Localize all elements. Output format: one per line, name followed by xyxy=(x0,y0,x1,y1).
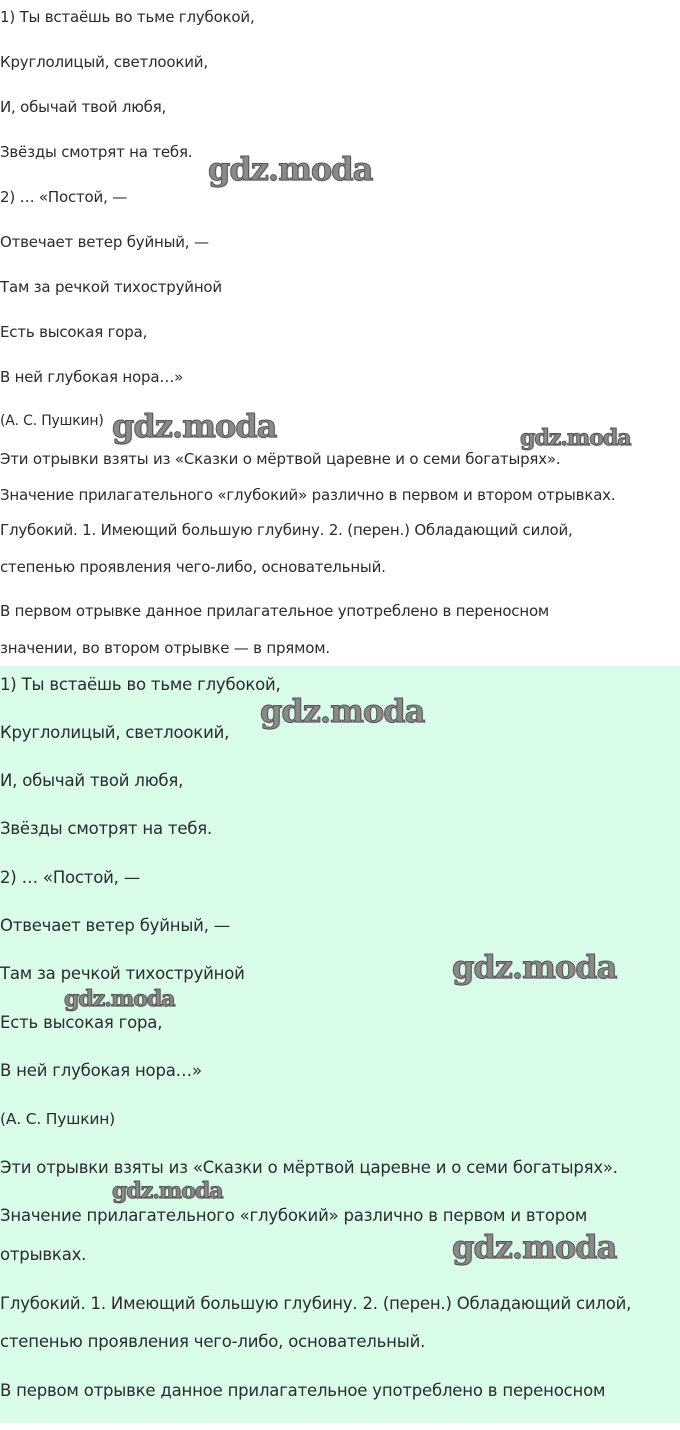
poem-line: 1) Ты встаёшь во тьме глубокой, xyxy=(0,8,255,26)
watermark-logo: gdz.moda xyxy=(260,692,425,730)
poem-line: Есть высокая гора, xyxy=(0,323,148,341)
paragraph-line: В первом отрывке данное прилагательное употреблено в переносном xyxy=(0,602,550,620)
paragraph-line: степенью проявления чего-либо, основательный. xyxy=(0,1332,426,1351)
watermark-logo: gdz.moda xyxy=(520,425,631,451)
poem-line: Отвечает ветер буйный, — xyxy=(0,916,231,935)
poem-line: Звёзды смотрят на тебя. xyxy=(0,819,213,838)
poem-line: В ней глубокая нора…» xyxy=(0,368,184,386)
poem-line: 1) Ты встаёшь во тьме глубокой, xyxy=(0,675,281,694)
paragraph-line: Значение прилагательного «глубокий» различно в первом и втором отрывках. xyxy=(0,486,616,504)
paragraph-line: Эти отрывки взяты из «Сказки о мёртвой царевне и о семи богатырях». xyxy=(0,450,561,468)
poem-line: Там за речкой тихоструйной xyxy=(0,964,245,983)
paragraph-line: Глубокий. 1. Имеющий большую глубину. 2. (перен.) Обладающий силой, xyxy=(0,521,573,539)
watermark-logo: gdz.moda xyxy=(112,1178,223,1204)
poem-line: Звёзды смотрят на тебя. xyxy=(0,143,193,161)
watermark-logo: gdz.moda xyxy=(64,986,175,1012)
paragraph-line: Эти отрывки взяты из «Сказки о мёртвой царевне и о семи богатырях». xyxy=(0,1158,618,1177)
answer-text-section-2 xyxy=(0,666,680,1423)
author-credit: (А. С. Пушкин) xyxy=(0,1110,116,1128)
paragraph-line: степенью проявления чего-либо, основательный. xyxy=(0,558,386,576)
poem-line: 2) … «Постой, — xyxy=(0,188,128,206)
watermark-logo: gdz.moda xyxy=(452,1228,617,1266)
poem-line: Отвечает ветер буйный, — xyxy=(0,233,209,251)
poem-line: 2) … «Постой, — xyxy=(0,868,141,887)
paragraph-line: отрывках. xyxy=(0,1245,87,1264)
poem-line: Круглолицый, светлоокий, xyxy=(0,53,208,71)
answer-text-section-1 xyxy=(0,0,680,666)
paragraph-line: В первом отрывке данное прилагательное употреблено в переносном xyxy=(0,1381,606,1400)
watermark-logo: gdz.moda xyxy=(208,150,373,188)
watermark-logo: gdz.moda xyxy=(452,948,617,986)
paragraph-line: значении, во втором отрывке — в прямом. xyxy=(0,639,330,657)
poem-line: И, обычай твой любя, xyxy=(0,98,167,116)
poem-line: Круглолицый, светлоокий, xyxy=(0,723,230,742)
paragraph-line: Значение прилагательного «глубокий» различно в первом и втором xyxy=(0,1206,588,1225)
watermark-logo: gdz.moda xyxy=(112,407,277,445)
author-credit: (А. С. Пушкин) xyxy=(0,413,104,429)
poem-line: И, обычай твой любя, xyxy=(0,771,184,790)
paragraph-line: Глубокий. 1. Имеющий большую глубину. 2. (перен.) Обладающий силой, xyxy=(0,1294,632,1313)
poem-line: В ней глубокая нора…» xyxy=(0,1061,202,1080)
poem-line: Там за речкой тихоструйной xyxy=(0,278,222,296)
poem-line: Есть высокая гора, xyxy=(0,1013,163,1032)
